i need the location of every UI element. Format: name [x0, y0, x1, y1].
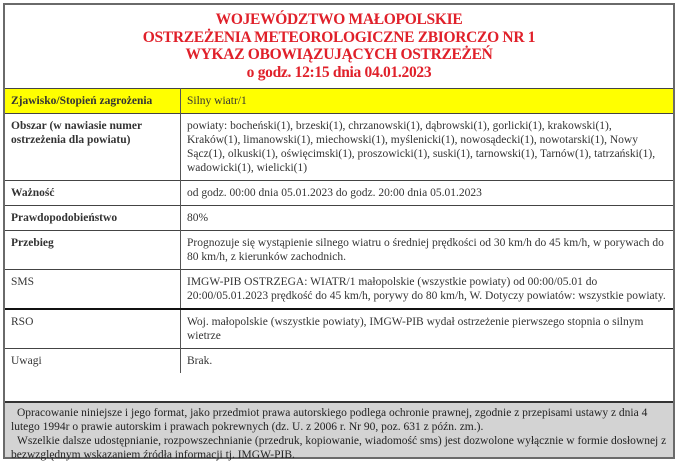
warning-document — [3, 3, 675, 459]
table-row-area — [5, 114, 673, 181]
row-value: Woj. małopolskie (wszystkie powiaty), IMGW-PIB wydał ostrzeżenie pierwszego stopnia o silnym wietrze — [181, 309, 674, 349]
row-label: Zjawisko/Stopień zagrożenia — [5, 89, 181, 114]
row-label: Prawdopodobieństwo — [5, 206, 181, 231]
row-value: 80% — [181, 206, 674, 231]
header-list-title: WYKAZ OBOWIĄZUJĄCYCH OSTRZEŻEŃ — [185, 46, 493, 63]
row-label: SMS — [5, 270, 181, 310]
row-label: Uwagi — [5, 349, 181, 374]
warning-table — [5, 88, 673, 373]
table-row-phenomenon — [5, 89, 673, 114]
row-label: Ważność — [5, 181, 181, 206]
table-row-remarks — [5, 349, 673, 374]
row-value: Prognozuje się wystąpienie silnego wiatru o średniej prędkości od 30 km/h do 45 km/h, w porywach do 80 km/h, z kierunków zachodnich. — [181, 231, 674, 270]
table-row-rso — [5, 309, 673, 349]
document-header — [5, 5, 673, 88]
table-row-validity — [5, 181, 673, 206]
row-value: IMGW-PIB OSTRZEGA: WIATR/1 małopolskie (wszystkie powiaty) od 00:00/05.01 do 20:00/05.01.2023 prędkość do 45 km/h, porywy do 80 km/h, W. Dotyczy powiatów: wszystkie powiaty. — [181, 270, 674, 310]
copyright-notice: Opracowanie niniejsze i jego format, jako przedmiot prawa autorskiego podlega ochronie prawnej, zgodnie z przepisami ustawy z dnia 4 lutego 1994r o prawie autorskim i prawach pokrewnych (dz. U. z 2006 r. Nr 90, poz. 631 z późn. zm.). — [11, 407, 648, 433]
row-label: RSO — [5, 309, 181, 349]
row-label: Przebieg — [5, 231, 181, 270]
redistribution-notice: Wszelkie dalsze udostępnianie, rozpowszechnianie (przedruk, kopiowanie, wiadomość sms) jest dozwolone wyłącznie w formie dosłownej z bezwzględnym wskazaniem źródła informacji tj. IMGW-PIB. — [11, 435, 667, 461]
header-region-title: WOJEWÓDZTWO MAŁOPOLSKIE — [215, 11, 463, 28]
table-row-course — [5, 231, 673, 270]
header-timestamp: o godz. 12:15 dnia 04.01.2023 — [246, 63, 432, 81]
row-value: Brak. — [181, 349, 674, 374]
row-label: Obszar (w nawiasie numer ostrzeżenia dla powiatu) — [5, 114, 181, 181]
table-row-probability — [5, 206, 673, 231]
header-warning-title: OSTRZEŻENIA METEOROLOGICZNE ZBIORCZO NR 1 — [142, 28, 536, 46]
row-value: Silny wiatr/1 — [181, 89, 674, 114]
row-value: powiaty: bocheński(1), brzeski(1), chrzanowski(1), dąbrowski(1), gorlicki(1), krakowski(1), Kraków(1), limanowski(1), miechowski(1), myślenicki(1), nowosądecki(1), nowotarski(1), Nowy Sącz(1), olkuski(1), oświęcimski(1), proszowicki(1), suski(1), tarnowski(1), Tarnów(1), tatrzański(1), wadowicki(1), wielicki(1) — [181, 114, 674, 181]
table-row-sms — [5, 270, 673, 310]
copyright-footer — [5, 401, 673, 461]
row-value: od godz. 00:00 dnia 05.01.2023 do godz. 20:00 dnia 05.01.2023 — [181, 181, 674, 206]
